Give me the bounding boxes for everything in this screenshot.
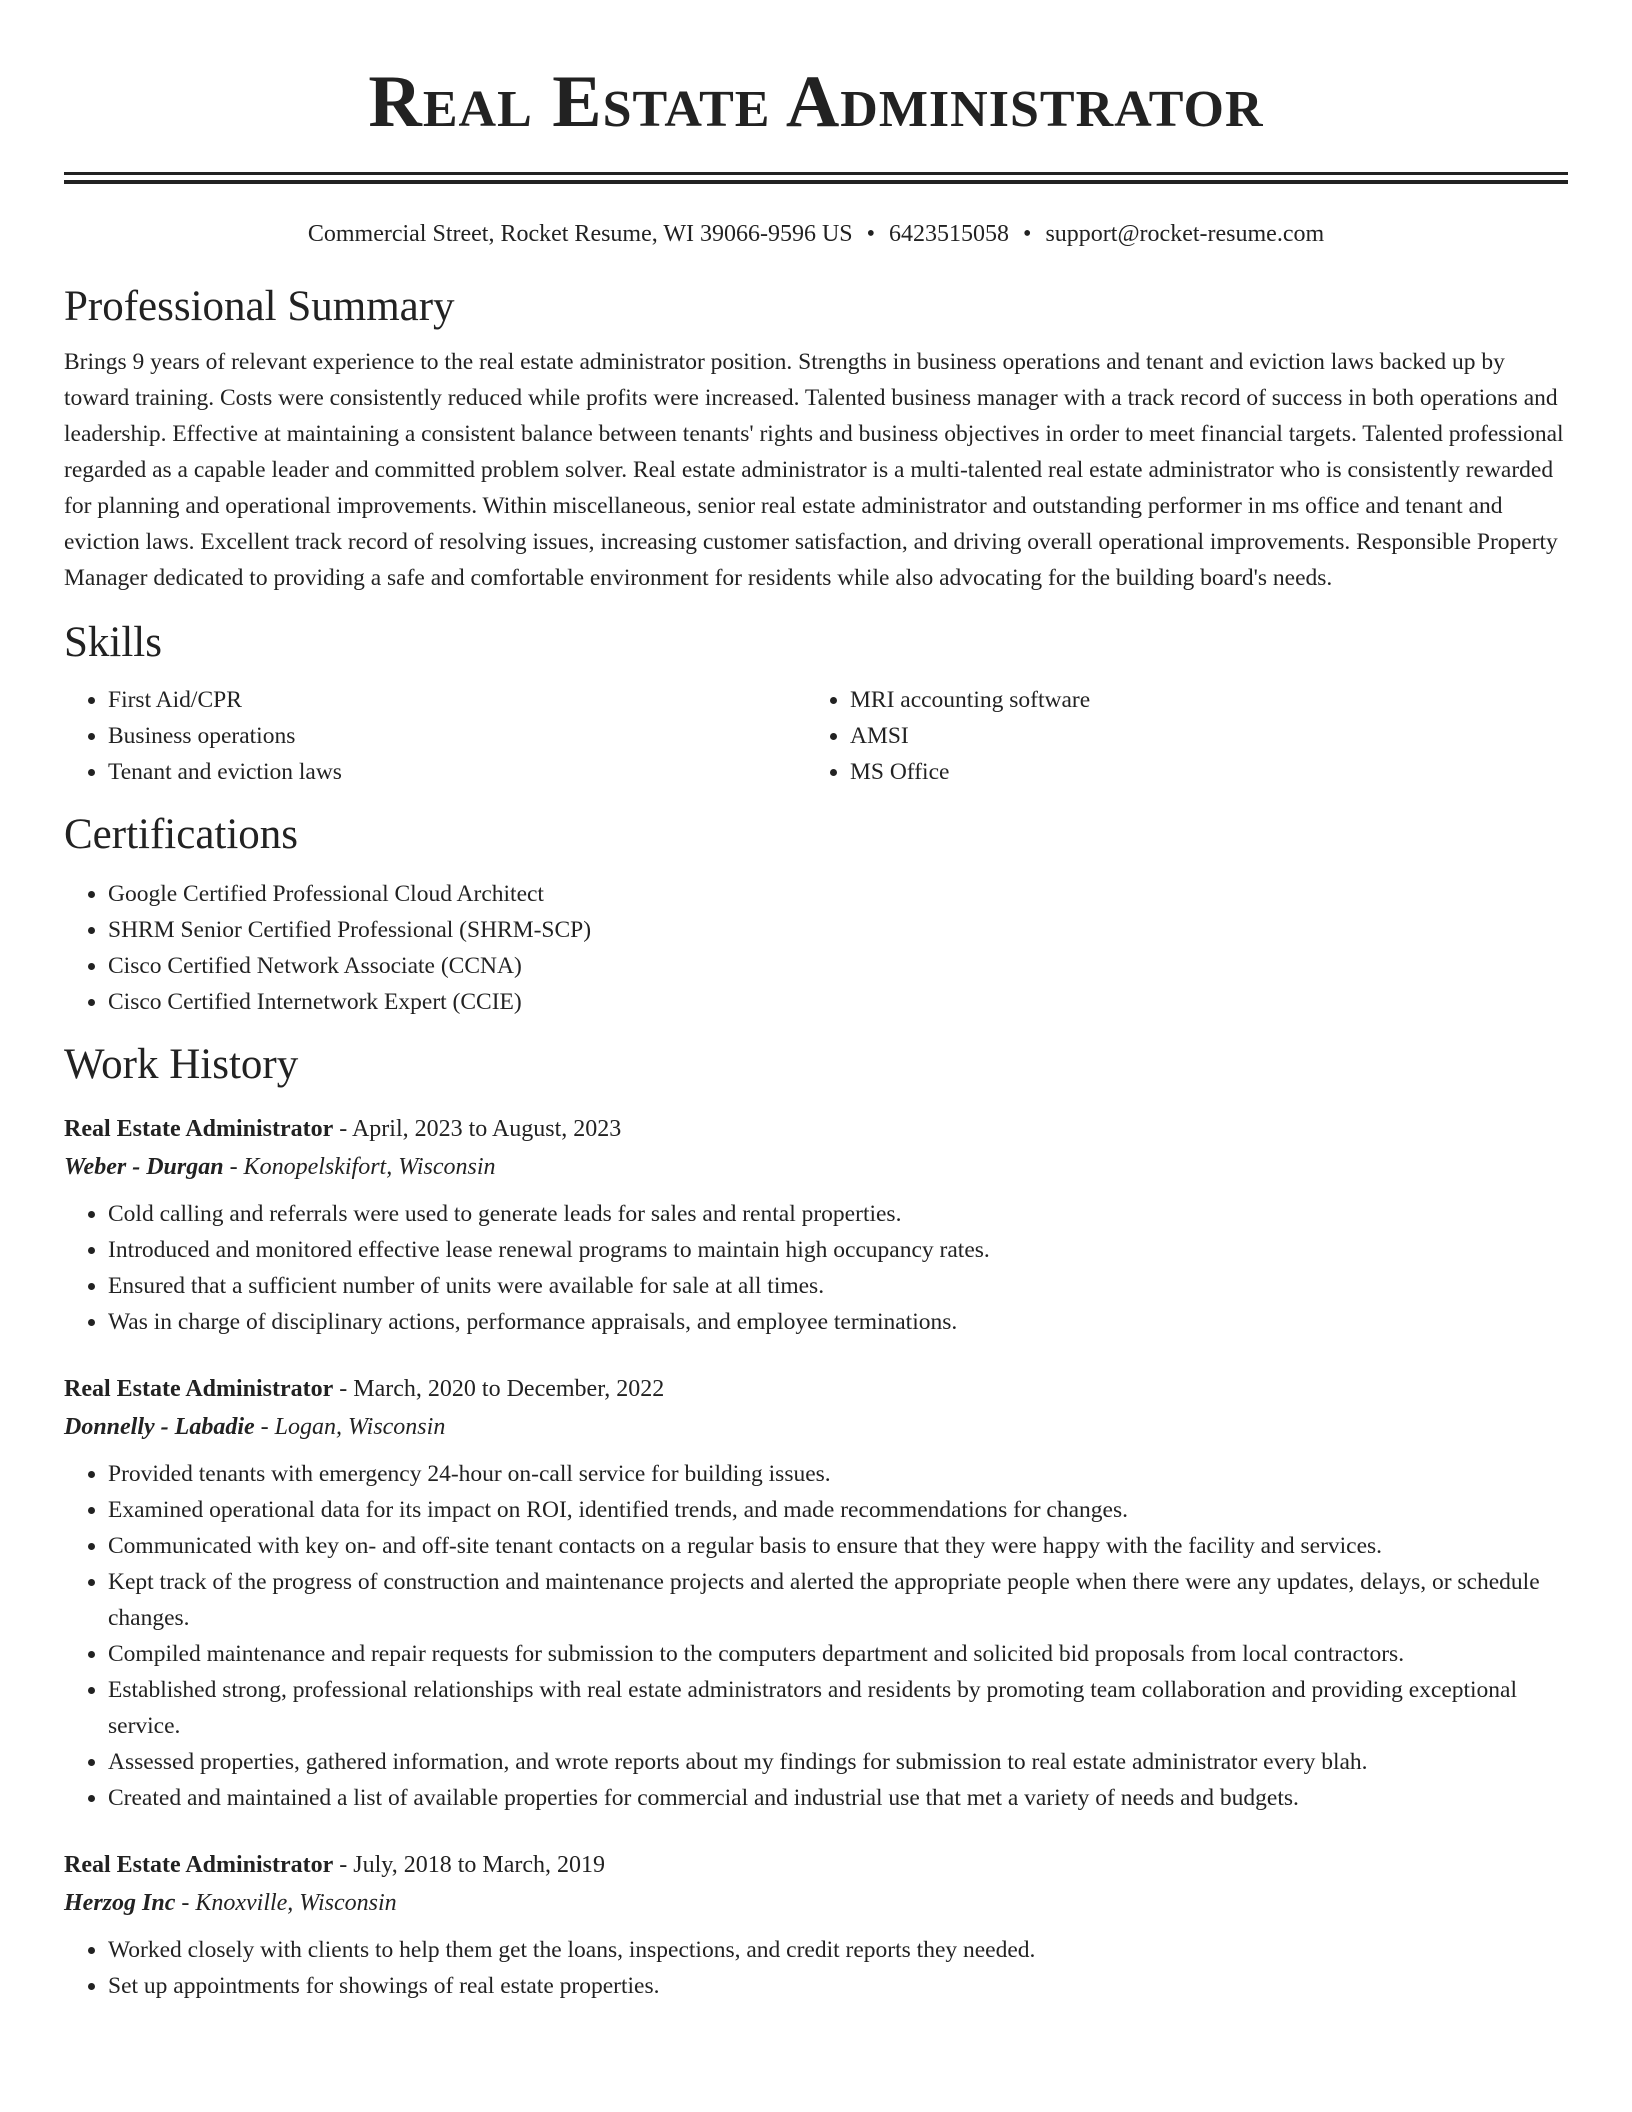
job-employer [64, 1884, 1568, 1922]
summary-text: Brings 9 years of relevant experience to the real estate administrator position. Strengths in business operations and tenant and eviction laws backed up by toward training. Costs were consistently reduced while profits were increased. Talented business manager with a track record of success in both operations and leadership. Effective at maintaining a consistent balance between tenants' rights and business objectives in order to meet financial targets. Talented professional regarded as a capable leader and committed problem solver. Real estate administrator is a multi-talented real estate administrator who is consistently rewarded for planning and operational improvements. Within miscellaneous, senior real estate administrator and outstanding performer in ms office and tenant and eviction laws. Excellent track record of resolving issues, increasing customer satisfaction, and driving overall operational improvements. Responsible Property Manager dedicated to providing a safe and comfortable environment for residents while also advocating for the building board's needs. [64, 349, 1564, 591]
certification-item: • Cisco Certified Network Associate (CCNA) [108, 948, 1568, 984]
job-header [64, 1846, 1568, 1884]
job-bullet: • Compiled maintenance and repair requests for submission to the computers department and solicited bid proposals from local contractors. [108, 1636, 1568, 1672]
job-dates: - March, 2020 to December, 2022 [333, 1376, 665, 1402]
job-bullet: • Assessed properties, gathered information, and wrote reports about my findings for submission to real estate administrator every blah. [108, 1744, 1568, 1780]
job-title: Real Estate Administrator [64, 1376, 334, 1402]
header-rule-bottom [64, 180, 1568, 184]
skill-item: • MRI accounting software [850, 682, 1548, 718]
job-dates: - April, 2023 to August, 2023 [333, 1116, 622, 1142]
contact-separator: • [866, 221, 876, 247]
section-title-work-history: Work History [64, 1041, 299, 1088]
job-bullet: • Was in charge of disciplinary actions, performance appraisals, and employee terminations. [108, 1304, 1568, 1340]
job-bullet: • Cold calling and referrals were used to generate leads for sales and rental properties. [108, 1196, 1568, 1232]
job-bullet: • Established strong, professional relationships with real estate administrators and residents by promoting team collaboration and providing exceptional service. [108, 1672, 1568, 1744]
job-entry [64, 1370, 1568, 1816]
header-rule-top [64, 172, 1568, 175]
job-bullet: • Created and maintained a list of available properties for commercial and industrial use that met a variety of needs and budgets. [108, 1780, 1568, 1816]
job-bullet: • Introduced and monitored effective lease renewal programs to maintain high occupancy rates. [108, 1232, 1568, 1268]
job-bullet: • Ensured that a sufficient number of units were available for sale at all times. [108, 1268, 1568, 1304]
job-bullets [64, 1196, 1568, 1340]
contact-address: Commercial Street, Rocket Resume, WI 39066-9596 US [307, 221, 853, 247]
certifications-list [64, 876, 1568, 1020]
contact-line [64, 218, 1568, 250]
job-dates: - July, 2018 to March, 2019 [333, 1852, 606, 1878]
job-employer [64, 1148, 1568, 1186]
skills-list-left [64, 682, 806, 790]
job-title: Real Estate Administrator [64, 1852, 334, 1878]
skill-item: • Business operations [108, 718, 806, 754]
job-bullet: • Set up appointments for showings of real estate properties. [108, 1968, 1568, 2004]
skills-column-left [64, 682, 806, 790]
section-title-certifications: Certifications [64, 811, 299, 858]
skills-list-right [806, 682, 1548, 790]
job-company: Weber - Durgan [64, 1154, 224, 1180]
job-bullet: • Communicated with key on- and off-site tenant contacts on a regular basis to ensure that they were happy with the facility and services. [108, 1528, 1568, 1564]
skill-item: • MS Office [850, 754, 1548, 790]
section-title-summary: Professional Summary [64, 283, 455, 330]
job-employer [64, 1408, 1568, 1446]
certification-item: • Cisco Certified Internetwork Expert (CCIE) [108, 984, 1568, 1020]
skill-item: • Tenant and eviction laws [108, 754, 806, 790]
job-bullets [64, 1456, 1568, 1816]
job-bullet: • Worked closely with clients to help them get the loans, inspections, and credit reports they needed. [108, 1932, 1568, 1968]
job-entry [64, 1846, 1568, 2004]
contact-email: support@rocket-resume.com [1045, 221, 1325, 247]
skill-item: • First Aid/CPR [108, 682, 806, 718]
job-bullet: • Kept track of the progress of construction and maintenance projects and alerted the appropriate people when there were any updates, delays, or schedule changes. [108, 1564, 1568, 1636]
job-location: - Konopelskifort, Wisconsin [223, 1154, 496, 1180]
skills-column-right [806, 682, 1548, 790]
job-title: Real Estate Administrator [64, 1116, 334, 1142]
job-entry [64, 1110, 1568, 1340]
job-bullet: • Examined operational data for its impact on ROI, identified trends, and made recommendations for changes. [108, 1492, 1568, 1528]
job-header [64, 1370, 1568, 1408]
job-company: Herzog Inc [64, 1890, 176, 1916]
resume-name: Real Estate Administrator [368, 61, 1264, 143]
job-header [64, 1110, 1568, 1148]
job-bullets [64, 1932, 1568, 2004]
skill-item: • AMSI [850, 718, 1548, 754]
job-bullet: • Provided tenants with emergency 24-hour on-call service for building issues. [108, 1456, 1568, 1492]
contact-phone: 6423515058 [889, 221, 1010, 247]
certification-item: • SHRM Senior Certified Professional (SHRM-SCP) [108, 912, 1568, 948]
job-company: Donnelly - Labadie [64, 1414, 255, 1440]
job-location: - Knoxville, Wisconsin [175, 1890, 397, 1916]
certification-item: • Google Certified Professional Cloud Architect [108, 876, 1568, 912]
contact-separator: • [1023, 221, 1032, 247]
skills-grid [64, 682, 1568, 790]
section-title-skills: Skills [64, 619, 162, 666]
job-location: - Logan, Wisconsin [254, 1414, 446, 1440]
